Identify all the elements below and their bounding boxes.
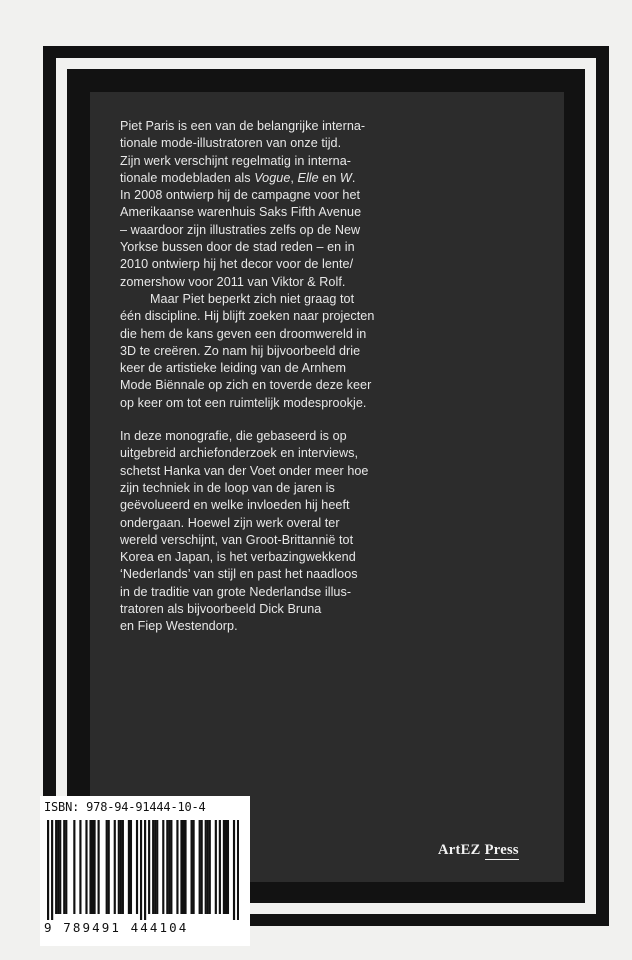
barcode-bar [59,820,61,914]
barcode-bar [190,820,192,914]
text-line: – waardoor zijn illustraties zelfs op de New [120,222,361,237]
text-line: 2010 ontwierp hij het decor voor de lente/ [120,257,354,272]
publisher-name-press: Press [484,842,519,858]
back-cover-text [120,118,442,636]
text-line: keer de artistieke leiding van de Arnhem [120,361,347,376]
text-line: tionale mode-illustratoren van onze tijd. [120,136,342,151]
barcode-bar [140,820,142,920]
isbn-label: ISBN: 978-94-91444-10-4 [44,800,206,814]
text-conjunction: en [318,170,340,185]
barcode-bar [223,820,225,914]
barcode-bar [57,820,59,914]
barcode-bar [136,820,138,914]
magazine-w: W [339,170,352,185]
barcode-bar [219,820,221,914]
barcode-bar [73,820,75,914]
barcode-bar [215,820,217,914]
barcode-bar [233,820,235,920]
barcode-bar [170,820,172,914]
text-line: In deze monografie, die gebaseerd is op [120,429,347,444]
barcode-bar [118,820,120,914]
barcode-bar [162,820,164,914]
text-line: zomershow voor 2011 van Viktor & Rolf. [120,274,346,289]
barcode-bar [128,820,130,914]
barcode-bar [93,820,95,914]
text-line: Zijn werk verschijnt regelmatig in interna- [120,153,352,168]
barcode-bar [207,820,209,914]
text-line: Amerikaanse warenhuis Saks Fifth Avenue [120,205,362,220]
magazine-elle: Elle [297,170,319,185]
barcode-bar [85,820,87,914]
barcode-bar [98,820,100,914]
publisher-logo [438,842,519,859]
text-line: schetst Hanka van der Voet onder meer hoe [120,463,369,478]
text-separator: , [290,170,298,185]
barcode-bar [106,820,108,914]
barcode-bar [184,820,186,914]
text-line: In 2008 ontwierp hij de campagne voor het [120,188,361,203]
barcode-bar [154,820,156,914]
text-line: uitgebreid archiefonderzoek en interviews, [120,446,359,461]
paragraph-discipline [120,291,442,412]
paragraph-monograph [120,428,442,636]
text-line: en Fiep Westendorp. [120,619,238,634]
text-line: 3D te creëren. Zo nam hij bijvoorbeeld drie [120,343,361,358]
text-line: Yorkse bussen door de stad reden – en in [120,240,355,255]
barcode-bar [89,820,91,914]
barcode-bar [152,820,154,914]
barcode-bar [79,820,81,914]
barcode-bar [122,820,124,914]
barcode-bar [63,820,65,914]
barcode-bar [193,820,195,914]
text-line: die hem de kans geven een droomwereld in [120,326,367,341]
text-line: Maar Piet beperkt zich niet graag tot [150,291,355,306]
barcode-bar [227,820,229,914]
barcode-bar [47,820,49,920]
barcode-bar [180,820,182,914]
text-line: één discipline. Hij blijft zoeken naar projecten [120,309,375,324]
barcode-digits: 9 789491 444104 [44,920,189,935]
text-line: Mode Biënnale op zich en toverde deze keer [120,378,372,393]
text-line: ‘Nederlands’ van stijl en past het naadloos [120,567,358,582]
text-line: tratoren als bijvoorbeeld Dick Bruna [120,602,322,617]
barcode-bar [205,820,207,914]
barcode-bar [91,820,93,914]
text-line: tionale modebladen als [120,170,255,185]
barcode-bar [225,820,227,914]
barcode-bar [114,820,116,914]
barcode-bar [130,820,132,914]
barcode-bar [120,820,122,914]
barcode-bar [182,820,184,914]
text-line: geëvolueerd en welke invloeden hij heeft [120,498,350,513]
barcode-bar [65,820,67,914]
barcode-bar [237,820,239,920]
paragraph-intro [120,118,442,291]
text-line: op keer om tot een ruimtelijk modesprookje. [120,395,367,410]
barcode-icon [47,820,239,920]
barcode-bar [51,820,53,920]
text-line: zijn techniek in de loop van de jaren is [120,480,335,495]
publisher-name: ArtEZ [438,842,481,858]
text-period: . [351,170,356,185]
magazine-vogue: Vogue [254,170,291,185]
barcode-bar [108,820,110,914]
barcode-bar [144,820,146,920]
barcode-bar [201,820,203,914]
text-line: in de traditie van grote Nederlandse illus- [120,584,352,599]
barcode-bar [148,820,150,914]
barcode-bar [199,820,201,914]
barcode-bar [168,820,170,914]
barcode-bar [209,820,211,914]
barcode-bar [156,820,158,914]
text-line: ondergaan. Hoewel zijn werk overal ter [120,515,340,530]
barcode-bar [176,820,178,914]
text-line: wereld verschijnt, van Groot-Brittannië tot [120,532,354,547]
barcode-bar [55,820,57,914]
text-line: Piet Paris is een van de belangrijke interna- [120,119,366,133]
text-line: Korea en Japan, is het verbazingwekkend [120,550,356,565]
barcode-bar [166,820,168,914]
